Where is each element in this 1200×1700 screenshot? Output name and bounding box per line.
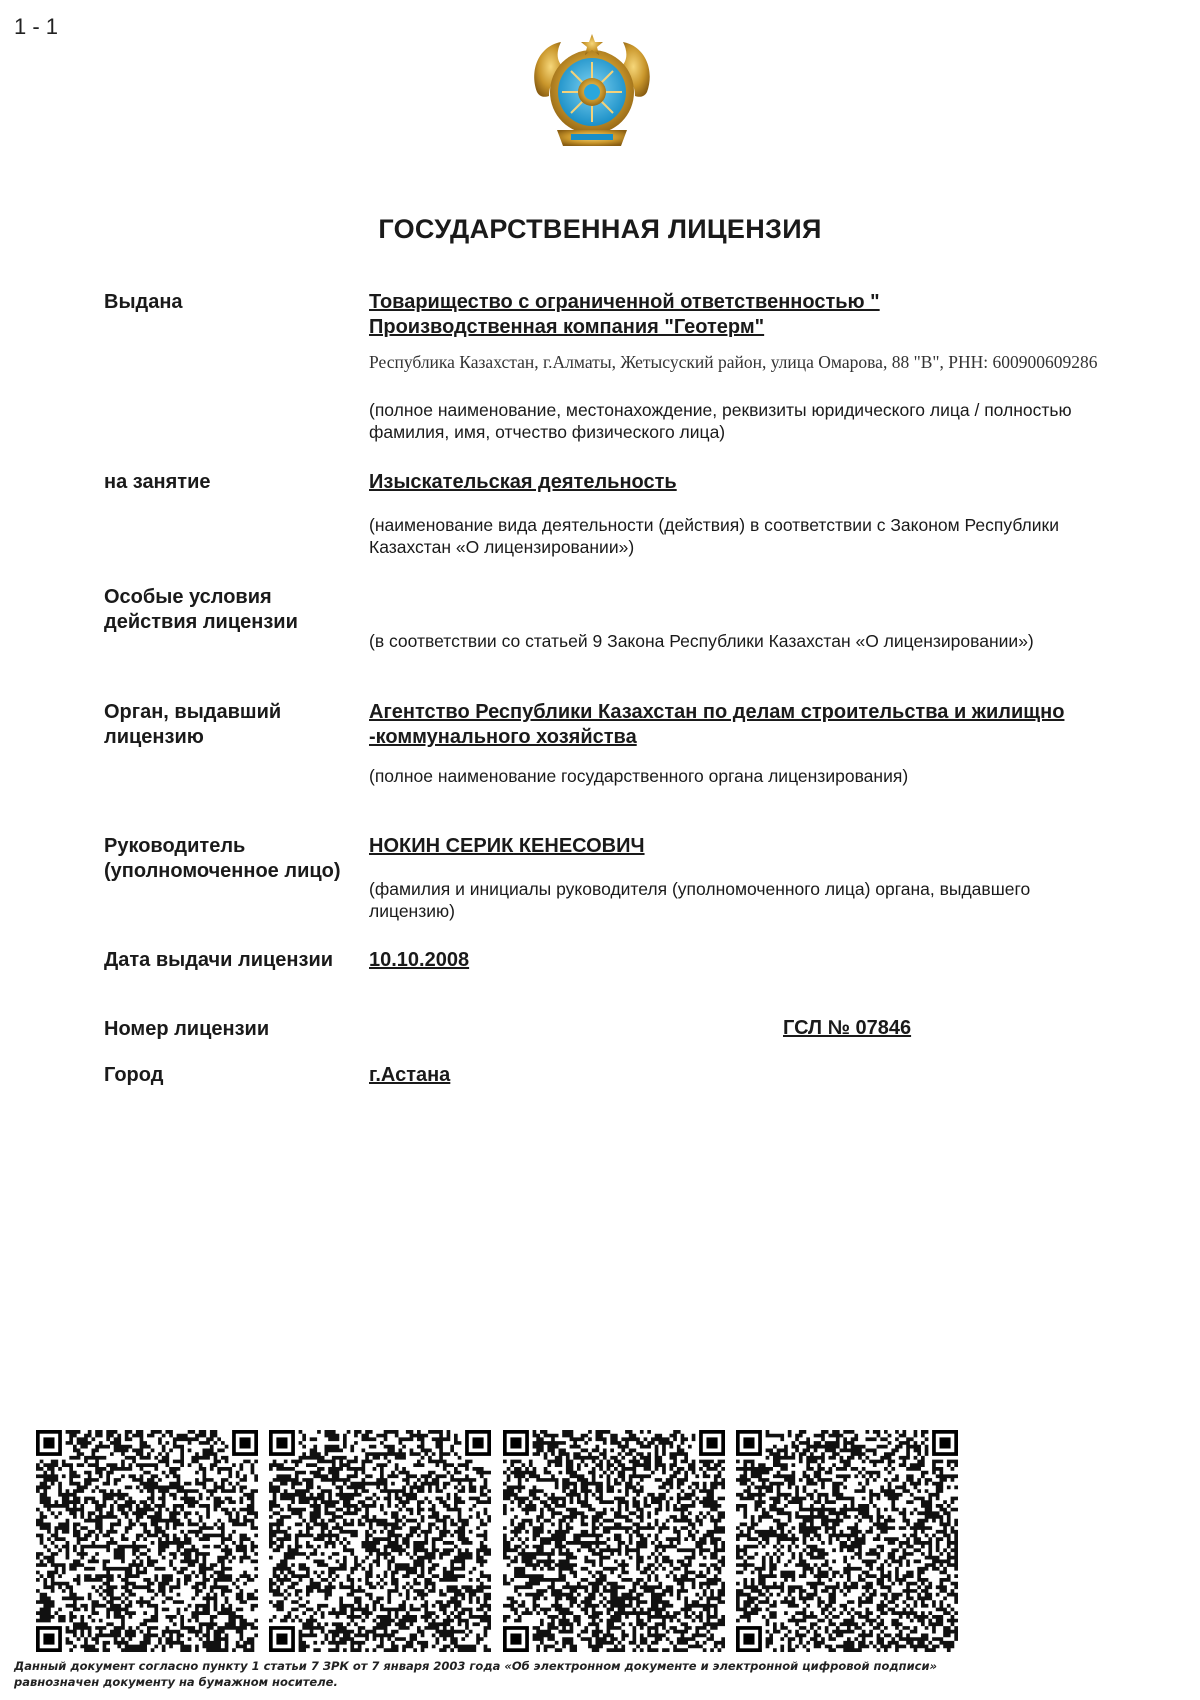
activity-value: Изыскательская деятельность [369,471,677,493]
barcode-pattern [36,1430,258,1652]
issuing-body-value: Агентство Республики Казахстан по делам строительства и жилищно -коммунального хозяйства [369,701,1065,748]
document-title: ГОСУДАРСТВЕННАЯ ЛИЦЕНЗИЯ [378,214,822,244]
barcode-strip [36,1430,966,1652]
head-label: Руководитель (уполномоченное лицо) [104,835,341,882]
state-emblem-icon [527,30,657,160]
special-conditions-hint: (в соответствии со статьей 9 Закона Республики Казахстан «О лицензировании») [369,631,1034,651]
city-value: г.Астана [369,1064,451,1086]
barcode-pattern [736,1430,958,1652]
special-conditions-label: Особые условия действия лицензии [104,586,298,633]
issued-to-hint: (полное наименование, местонахождение, реквизиты юридического лица / полностью фамилия, имя, отчество физического лица) [369,400,1072,442]
issue-date-label: Дата выдачи лицензии [104,949,334,971]
city-label: Город [104,1064,164,1086]
barcode-1 [36,1430,258,1652]
barcode-4 [736,1430,958,1652]
issuing-body-label: Орган, выдавший лицензию [104,701,282,748]
license-number-label: Номер лицензии [104,1018,270,1040]
page-number: 1 - 1 [14,14,59,39]
head-value: НОКИН СЕРИК КЕНЕСОВИЧ [369,835,645,857]
barcode-3 [503,1430,725,1652]
footer-legal-note: Данный документ согласно пункту 1 статьи 7 ЗРК от 7 января 2003 года «Об электронном документе и электронной цифровой подписи» равнозначен документу на бумажном носителе. [14,1659,938,1689]
issuing-body-hint: (полное наименование государственного органа лицензирования) [369,766,909,786]
activity-label: на занятие [104,471,211,493]
issued-to-label: Выдана [104,291,183,313]
issue-date-value: 10.10.2008 [369,949,470,971]
license-number-value: ГСЛ № 07846 [783,1017,912,1039]
barcode-2 [269,1430,491,1652]
barcode-pattern [503,1430,725,1652]
head-hint: (фамилия и инициалы руководителя (уполномоченного лица) органа, выдавшего лицензию) [369,879,1031,921]
issued-to-name: Товарищество с ограниченной ответственностью " Производственная компания "Геотерм" [369,291,880,338]
issued-to-address: Республика Казахстан, г.Алматы, Жетысуский район, улица Омарова, 88 "В", РНН: 600900609286 [369,352,1098,372]
activity-hint: (наименование вида деятельности (действия) в соответствии с Законом Республики Казахстан «О лицензировании») [369,515,1059,557]
barcode-pattern [269,1430,491,1652]
